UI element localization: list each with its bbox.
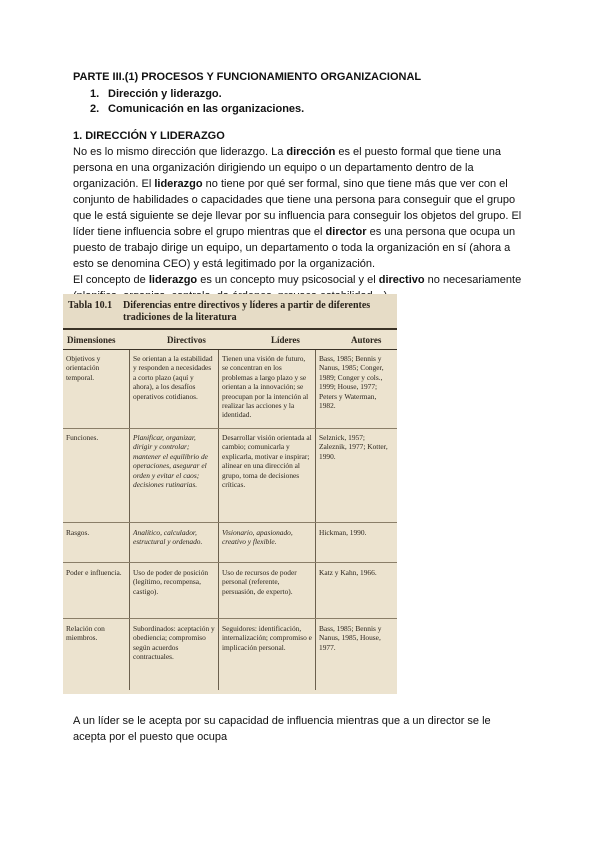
outline-item: 2. Comunicación en las organizaciones. [90, 103, 305, 115]
table-caption: Diferencias entre directivos y líderes a partir de diferentes tradiciones de la literatura [123, 300, 371, 323]
paragraph-concept: El concepto de liderazgo es un concepto muy psicosocial y el directivo no necesariamente [73, 274, 522, 286]
table-cell-directivos: Subordinados: aceptación y obediencia; compromiso según acuerdos contractuales. [133, 624, 215, 662]
table-cell-lideres: Desarrollar visión orientada al cambio; comunicarla y explicarla, motivar e inspirar; alinear en una dirección al grupo, toma de decisiones críticas. [222, 433, 312, 490]
col-header-dimensiones: Dimensiones [67, 335, 116, 345]
closing-paragraph: A un líder se le acepta por su capacidad de influencia mientras que a un director se le acepta por el puesto que ocupa [73, 715, 491, 743]
col-header-lideres: Líderes [271, 335, 300, 345]
table-cell-directivos: Se orientan a la estabilidad y responden a necesidades a corto plazo (aquí y ahora), a los desafíos operativos cotidianos. [133, 354, 213, 401]
table-cell-autores: Katz y Kahn, 1966. [319, 568, 377, 577]
topic-outline [90, 87, 304, 117]
table-cell-autores: Bass, 1985; Bennis y Nanus, 1985; Conger, 1989; Conger y cols., 1999; House, 1977; Peters y Waterman, 1982. [319, 354, 384, 411]
table-rule [63, 522, 397, 523]
table-cell-lideres: Seguidores: identificación, internalización; compromiso e implicación personal. [222, 624, 312, 652]
col-header-directivos: Directivos [167, 335, 206, 345]
table-cell-directivos: Planificar, organizar, dirigir y controlar; mantener el equilibrio de operaciones, asegurar el orden y evitar el caos; decisiones rutinarias. [133, 433, 208, 490]
table-rule [63, 618, 397, 619]
table-number: Tabla 10.1 [68, 300, 113, 311]
table-cell-autores: Bass, 1985; Bennis y Nanus, 1985, House, 1977. [319, 624, 382, 652]
table-cell-dimension: Relación con miembros. [66, 624, 105, 643]
column-divider [315, 350, 316, 690]
column-divider [218, 350, 219, 690]
table-cell-dimension: Poder e influencia. [66, 568, 122, 577]
col-header-autores: Autores [351, 335, 382, 345]
table-cell-dimension: Objetivos y orientación temporal. [66, 354, 101, 382]
table-cell-autores: Hickman, 1990. [319, 528, 367, 537]
table-caption-bar [63, 294, 397, 328]
paragraph-definition: No es lo mismo dirección que liderazgo. La dirección es el puesto formal que tiene una persona en una organización dirigiendo un equipo o un departamento dentro de la organización. El liderazgo no tiene por qué ser formal, sino que tiene más que ver con el conjunto de habilidades o capacidades que tiene una persona para conseguir que el grupo que le está siguiente se deje llevar por su influencia para conseguir los objetos del grupo. El líder tiene influencia sobre el grupo mientras que el director es una persona que ocupa un puesto de trabajo dirige un equipo, un departamento o toda la organización en sí (ahora a esto se denomina CEO) y está legitimado por la organización. [73, 146, 522, 270]
table-cell-directivos: Analítico, calculador, estructural y ordenado. [133, 528, 203, 547]
table-cell-autores: Selznick, 1957; Zaleznik, 1977; Kotter, 1990. [319, 433, 388, 461]
outline-item: 1. Dirección y liderazgo. [90, 88, 222, 100]
table-rule [63, 428, 397, 429]
section-body [73, 144, 528, 304]
table-cell-lideres: Tienen una visión de futuro, se concentran en los problemas a largo plazo y se orientan a la innovación; se preocupan por la intención al realizar las acciones y la identidad. [222, 354, 309, 420]
comparison-table-image [63, 294, 397, 694]
table-rule [63, 562, 397, 563]
table-rule [63, 349, 397, 350]
table-cell-directivos: Uso de poder de posición (legítimo, recompensa, castigo). [133, 568, 209, 596]
table-cell-lideres: Uso de recursos de poder personal (referente, persuasión, de experto). [222, 568, 297, 596]
table-cell-dimension: Funciones. [66, 433, 99, 442]
part-title: PARTE III.(1) PROCESOS Y FUNCIONAMIENTO ORGANIZACIONAL [73, 71, 422, 83]
column-divider [129, 350, 130, 690]
table-rule [63, 328, 397, 330]
table-cell-dimension: Rasgos. [66, 528, 90, 537]
table-cell-lideres: Visionario, apasionado, creativo y flexible. [222, 528, 293, 547]
section-title: 1. DIRECCIÓN Y LIDERAZGO [73, 130, 225, 142]
